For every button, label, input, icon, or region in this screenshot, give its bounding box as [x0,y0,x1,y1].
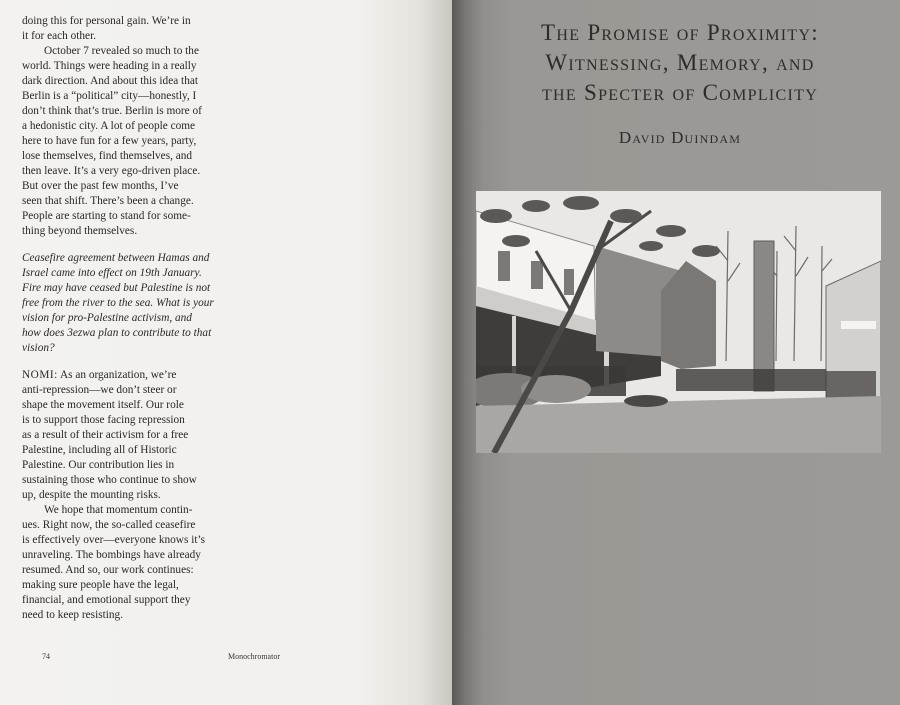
paragraph-october-7: October 7 revealed so much to the world. Things were heading in a really dark direction. And about this idea that Berlin is a “political” city—honestly, I don’t think that’s true. Berlin is more of a hedonistic city. A lot of people come here to have fun for a few years, party, lose themselves, find themselves, and then leave. It’s a very ego-driven place. But over the past few months, I’ve seen that shift. There’s been a change. People are starting to stand for some- thing beyond themselves. [22,45,202,237]
answer-paragraph: NOMI: As an organization, we’re anti-repression—we don’t steer or shape the movement itself. Our role is to support those facing repression as a result of their activism for a free Palestine, including all of Historic Palestine. Our contribution lies in sustaining those who continue to show up, despite the mounting risks. [22,369,197,501]
speaker-label: NOMI: [22,369,58,381]
article-author: David Duindam [618,128,742,147]
article-photo [476,191,881,453]
paragraph-momentum: We hope that momentum contin- ues. Right now, the so-called ceasefire is effectively over—everyone knows it’s unraveling. The bombings have already resumed. And so, our work continues: making sure people have the legal, financial, and emotional support they need to keep resisting. [22,504,206,621]
paragraph-continuation: doing this for personal gain. We’re in it for each other. [22,15,191,42]
article-title: The Promise of Proximity: Witnessing, Memory, and the Specter of Complicity [541,20,819,105]
interview-question: Ceasefire agreement between Hamas and Israel came into effect on 19th January. Fire may have ceased but Palestine is not free from the river to the sea. What is your vision for pro-Palestine activism, and how does 3ezwa plan to contribute to that vision? [22,252,214,354]
memorial-courtyard-photo [476,191,881,453]
running-footer: Monochromator [228,652,280,661]
page-number: 74 [42,652,50,661]
interview-text-column [22,14,220,623]
